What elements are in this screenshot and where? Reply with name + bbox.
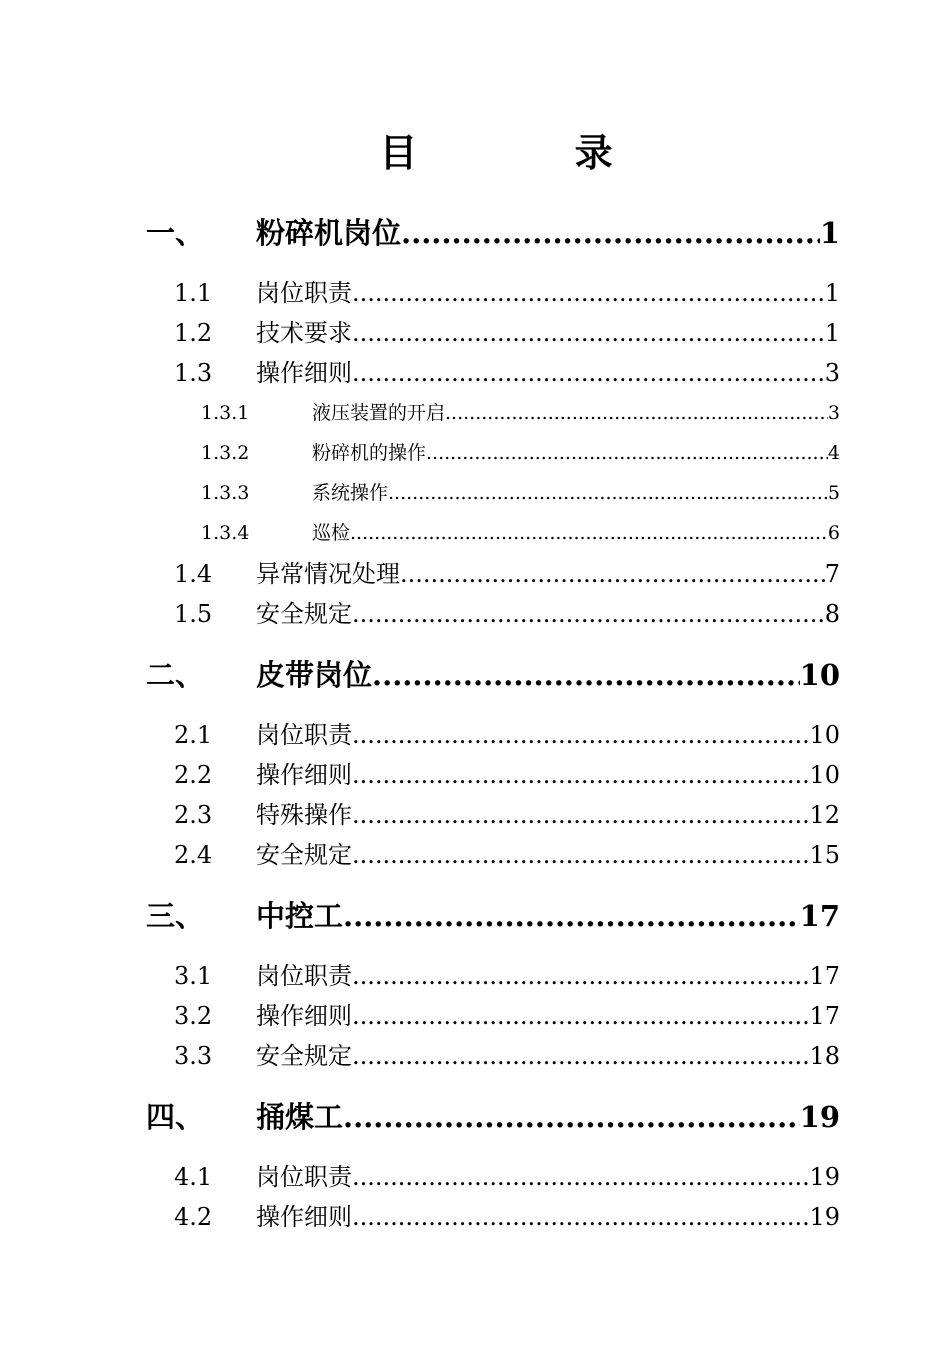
toc-entry[interactable] [0,837,950,873]
toc-entry[interactable] [0,556,950,592]
toc-entry-page: 1 [819,216,840,250]
toc-dot-leader [352,315,825,351]
toc-entry-line [256,958,840,994]
toc-entry-title: 安全规定 [256,600,352,628]
toc-entry-number: 4.2 [174,1203,213,1231]
toc-entry-number: 3.2 [174,1002,213,1030]
toc-entry[interactable] [0,998,950,1034]
toc-dot-leader [343,894,800,938]
toc-entry-page: 17 [799,899,840,933]
toc-dot-leader [352,757,809,793]
toc-entry-page: 8 [824,600,840,628]
toc-entry-page: 19 [809,1163,840,1191]
toc-entry[interactable] [0,1038,950,1074]
toc-entry-line [256,596,840,632]
toc-entry-title: 异常情况处理 [256,560,400,588]
toc-entry-line [312,398,840,428]
toc-entry-page: 19 [799,1100,840,1134]
toc-dot-leader [352,998,809,1034]
toc-dot-leader [352,275,825,311]
toc-entry[interactable] [0,958,950,994]
toc-entry-title: 皮带岗位 [256,658,373,692]
toc-entry-page: 6 [827,522,840,544]
toc-entry-line [256,556,840,592]
toc-entry-line [312,518,840,548]
toc-entry-title: 操作细则 [256,761,352,789]
toc-entry-page: 3 [827,402,840,424]
toc-entry-number: 3.1 [174,962,213,990]
toc-entry[interactable] [0,1199,950,1235]
toc-entry-page: 4 [827,442,840,464]
toc-entry-title: 巡检 [312,522,351,544]
toc-entry[interactable] [0,1095,950,1139]
toc-entry-number: 2.1 [174,721,213,749]
toc-entry-page: 5 [827,482,840,504]
toc-entry-title: 液压装置的开启 [312,402,446,424]
toc-entry-page: 3 [824,359,840,387]
toc-entry-number: 1.1 [174,279,213,307]
toc-dot-leader [401,211,820,255]
toc-entry-title: 岗位职责 [256,279,352,307]
toc-entry-page: 17 [809,1002,840,1030]
toc-entry[interactable] [0,478,950,508]
toc-entry-line [256,757,840,793]
toc-entry-title: 捅煤工 [256,1100,344,1134]
toc-entry[interactable] [0,355,950,391]
toc-entry-title: 中控工 [256,899,344,933]
toc-entry-page: 15 [809,841,840,869]
toc-entry-number: 1.4 [174,560,213,588]
toc-entry-number: 4.1 [174,1163,213,1191]
toc-dot-leader [352,797,809,833]
toc-entry-title: 安全规定 [256,1042,352,1070]
toc-entry-page: 10 [809,721,840,749]
toc-entry-page: 19 [809,1203,840,1231]
toc-entry-title: 岗位职责 [256,1163,352,1191]
toc-entry-title: 安全规定 [256,841,352,869]
toc-entry-line [256,355,840,391]
toc-entry-title: 岗位职责 [256,962,352,990]
toc-entry-page: 18 [809,1042,840,1070]
toc-dot-leader [426,438,828,468]
toc-dot-leader [352,958,809,994]
toc-entry-title: 操作细则 [256,1203,352,1231]
toc-entry[interactable] [0,211,950,255]
toc-entry-number: 四、 [146,1100,205,1134]
toc-entry-number: 三、 [146,899,205,933]
toc-entry-number: 一、 [146,216,205,250]
toc-dot-leader [372,653,800,697]
toc-entry-page: 1 [824,279,840,307]
toc-entry-number: 1.3 [174,359,213,387]
toc-entry-line [256,1095,840,1139]
toc-dot-leader [352,1038,809,1074]
toc-entry-number: 2.2 [174,761,213,789]
toc-dot-leader [352,1159,809,1195]
toc-entry-number: 2.4 [174,841,213,869]
toc-entry-title: 技术要求 [256,319,352,347]
toc-dot-leader [388,478,828,508]
toc-entry-line [312,438,840,468]
toc-entry-line [256,275,840,311]
toc-dot-leader [350,518,828,548]
toc-dot-leader [352,717,809,753]
toc-dot-leader [445,398,828,428]
toc-entry-number: 1.3.4 [201,522,250,544]
toc-entry-line [256,211,840,255]
toc-entry[interactable] [0,653,950,697]
toc-entry-line [256,998,840,1034]
toc-entry-title: 特殊操作 [256,801,352,829]
toc-entry-number: 二、 [146,658,205,692]
toc-entry[interactable] [0,438,950,468]
toc-dot-leader [352,355,825,391]
toc-entry-line [312,478,840,508]
toc-entry-page: 1 [824,319,840,347]
toc-entry-title: 操作细则 [256,1002,352,1030]
toc-dot-leader [343,1095,800,1139]
toc-entry[interactable] [0,275,950,311]
toc-entry[interactable] [0,596,950,632]
toc-entry[interactable] [0,894,950,938]
toc-entry[interactable] [0,717,950,753]
toc-entry-title: 操作细则 [256,359,352,387]
toc-entry-line [256,1038,840,1074]
toc-entry-line [256,894,840,938]
toc-entry-line [256,1199,840,1235]
toc-dot-leader [400,556,825,592]
toc-entry-line [256,717,840,753]
toc-entry[interactable] [0,797,950,833]
toc-dot-leader [352,596,825,632]
toc-entry-line [256,797,840,833]
toc-entry-line [256,1159,840,1195]
toc-entry-page: 10 [799,658,840,692]
toc-dot-leader [352,837,809,873]
toc-entry-number: 1.3.2 [201,442,250,464]
toc-entry-page: 12 [809,801,840,829]
toc-dot-leader [352,1199,809,1235]
toc-entry-line [256,653,840,697]
toc-entry[interactable] [0,1159,950,1195]
toc-entry-page: 7 [824,560,840,588]
toc-entry[interactable] [0,315,950,351]
toc-entry-line [256,315,840,351]
toc-entry-title: 粉碎机的操作 [312,442,427,464]
toc-entry-page: 17 [809,962,840,990]
toc-entry[interactable] [0,518,950,548]
toc-entry-number: 1.3.1 [201,402,250,424]
toc-entry-title: 系统操作 [312,482,389,504]
toc-entry[interactable] [0,398,950,428]
toc-entry-number: 1.2 [174,319,213,347]
toc-entry-line [256,837,840,873]
toc-title: 目 录 [379,130,685,175]
toc-entry-number: 1.5 [174,600,213,628]
toc-entry-number: 2.3 [174,801,213,829]
toc-entry-title: 岗位职责 [256,721,352,749]
toc-entry-number: 3.3 [174,1042,213,1070]
toc-entry[interactable] [0,757,950,793]
toc-entry-title: 粉碎机岗位 [256,216,402,250]
toc-entry-page: 10 [809,761,840,789]
toc-entry-number: 1.3.3 [201,482,250,504]
